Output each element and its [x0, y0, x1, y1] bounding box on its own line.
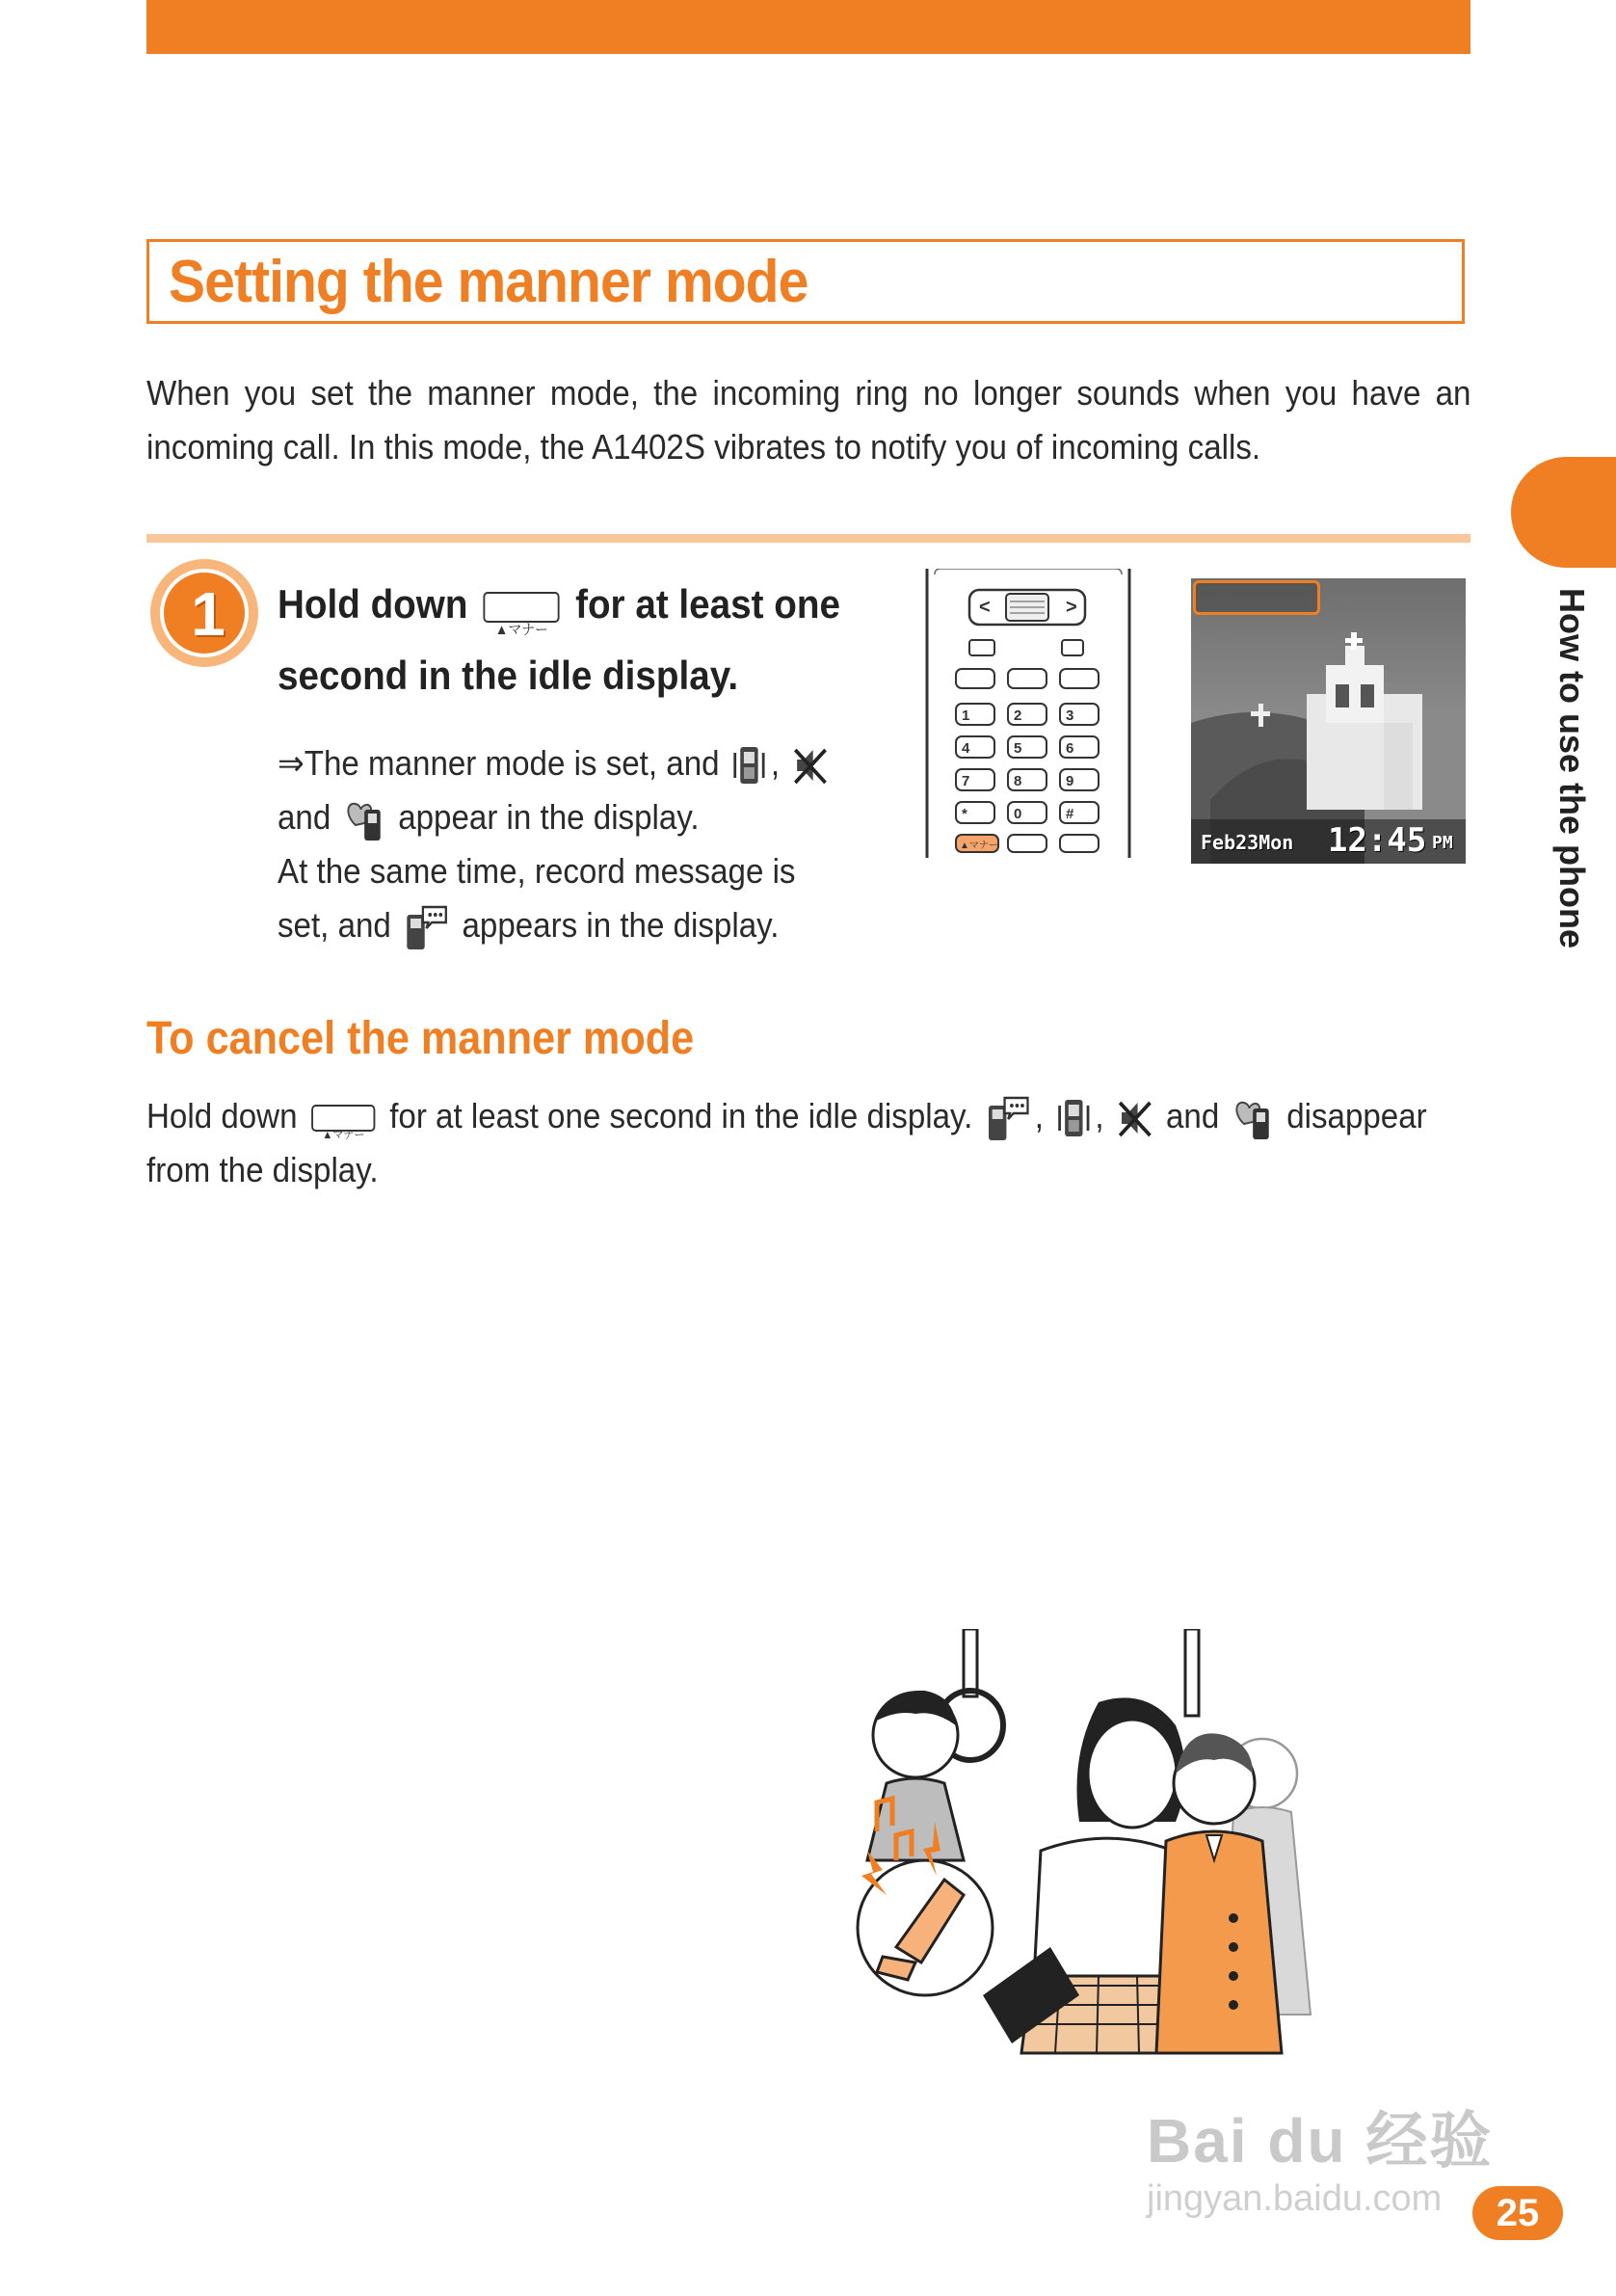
step-badge	[150, 559, 258, 667]
cancel-text-a: Hold down	[146, 1096, 298, 1135]
side-tab	[1511, 457, 1616, 568]
manner-key-icon	[311, 1105, 375, 1132]
svg-text:<: <	[979, 597, 991, 618]
status-bar-icons	[1193, 580, 1320, 615]
key-8: 8	[1014, 773, 1022, 789]
record-message-icon	[985, 1094, 1031, 1142]
section-divider	[146, 534, 1470, 543]
cancel-heading: To cancel the manner mode	[146, 1013, 695, 1064]
key-5: 5	[1014, 740, 1022, 757]
step-heading-b: for at least one	[575, 581, 840, 627]
key-star: *	[962, 806, 967, 822]
key-6: 6	[1066, 740, 1074, 757]
step-body-l1a: ⇒The manner mode is set, and	[278, 743, 720, 783]
baidu-watermark: Bai du 经验	[1147, 2106, 1494, 2176]
page-number: 25	[1472, 2186, 1563, 2240]
page-title: Setting the manner mode	[169, 249, 808, 315]
step-body-l2b: appear in the display.	[398, 797, 700, 837]
cancel-text-f: disappear	[1286, 1096, 1427, 1135]
train-passengers-illustration	[829, 1629, 1407, 2130]
screen-time: 12:45	[1328, 821, 1427, 860]
step-body-l1b: ,	[770, 743, 781, 783]
step-heading-c: second in the idle display.	[278, 653, 739, 698]
mute-icon	[792, 744, 830, 787]
idle-screen	[1191, 578, 1466, 864]
svg-text:>: >	[1066, 597, 1077, 618]
key-hash: #	[1066, 806, 1074, 822]
screen-date: Feb23Mon	[1201, 831, 1294, 854]
step-body-l4a: set, and	[278, 905, 391, 945]
cancel-text-g: from the display.	[146, 1150, 379, 1189]
key-4: 4	[962, 740, 970, 757]
step-body-l4b: appears in the display.	[462, 905, 780, 945]
key-7: 7	[962, 773, 970, 789]
heart-phone-icon	[343, 796, 385, 842]
key-2: 2	[1014, 707, 1022, 724]
step-body-l3: At the same time, record message is	[278, 851, 796, 891]
intro-paragraph: When you set the manner mode, the incoming ring no longer sounds when you have an incoming call. In this mode, the A1402S vibrates to notify you of incoming calls.	[146, 373, 1471, 467]
step-body-l2a: and	[278, 797, 331, 837]
manner-key-icon	[484, 592, 560, 623]
key-0: 0	[1014, 806, 1022, 822]
key-9: 9	[1066, 773, 1074, 789]
screen-ampm: PM	[1432, 833, 1453, 853]
cancel-text-e: and	[1165, 1096, 1220, 1135]
cancel-text-b: for at least one second in the idle display.	[389, 1096, 973, 1135]
cancel-text-c: ,	[1034, 1096, 1044, 1135]
vibrate-icon	[731, 743, 767, 788]
cancel-paragraph	[146, 1089, 1476, 1197]
step-body	[278, 736, 845, 952]
step-heading	[278, 569, 915, 711]
record-message-icon	[404, 903, 450, 951]
step-heading-a: Hold down	[278, 581, 468, 627]
key-3: 3	[1066, 707, 1074, 724]
step-number: 1	[191, 579, 225, 649]
title-box	[146, 239, 1465, 324]
manner-key-label: ▲マナー	[960, 841, 998, 851]
vibrate-icon	[1056, 1096, 1092, 1140]
top-bar	[146, 0, 1470, 54]
baidu-watermark-url: jingyan.baidu.com	[1147, 2178, 1443, 2219]
side-tab-label: How to use the phone	[1552, 588, 1592, 948]
key-1: 1	[962, 707, 970, 724]
mute-icon	[1116, 1097, 1153, 1139]
phone-keypad-illustration	[921, 569, 1135, 869]
heart-phone-icon	[1232, 1095, 1274, 1141]
cancel-text-d: ,	[1095, 1096, 1104, 1135]
